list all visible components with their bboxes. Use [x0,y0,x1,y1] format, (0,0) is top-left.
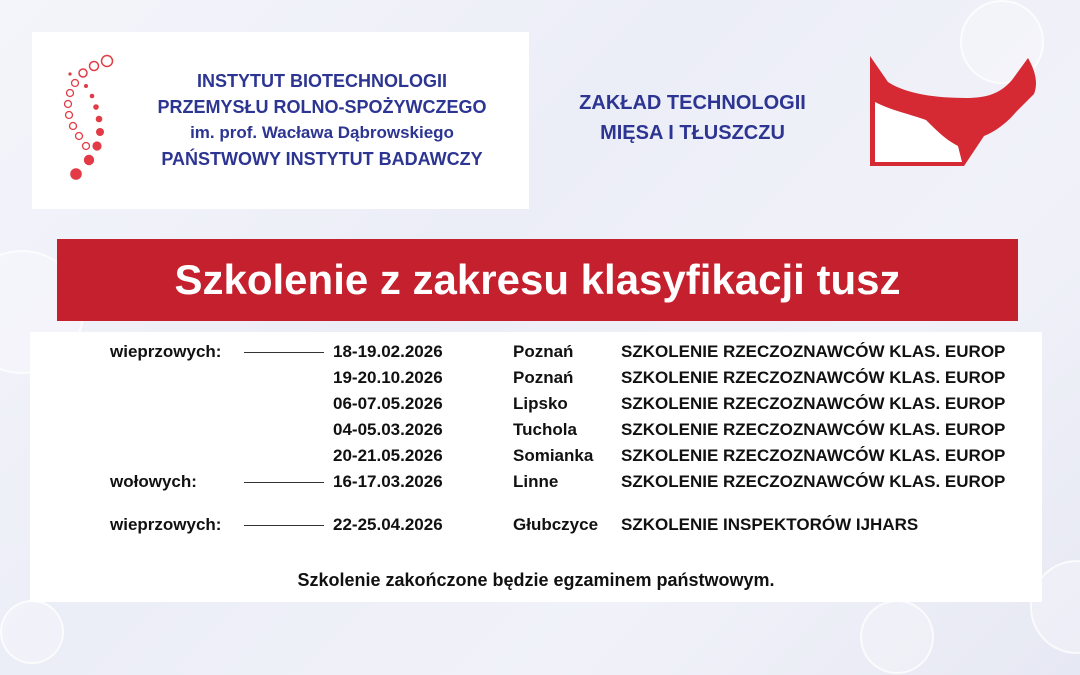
training-date: 19-20.10.2026 [333,368,443,387]
training-location: Lipsko [513,394,568,413]
training-date: 20-21.05.2026 [333,446,443,465]
training-schedule [30,332,1042,602]
training-description: SZKOLENIE RZECZOZNAWCÓW KLAS. EUROP [621,420,1006,439]
training-row [30,365,1042,391]
institute-name-line: PRZEMYSŁU ROLNO-SPOŻYWCZEGO [157,97,487,117]
training-row [30,469,1042,495]
training-description: SZKOLENIE RZECZOZNAWCÓW KLAS. EUROP [621,368,1006,387]
training-description: SZKOLENIE RZECZOZNAWCÓW KLAS. EUROP [621,472,1006,491]
training-description: SZKOLENIE INSPEKTORÓW IJHARS [621,515,919,534]
training-date: 16-17.03.2026 [333,472,443,491]
training-date: 04-05.03.2026 [333,420,443,439]
training-location: Tuchola [513,420,577,439]
carcass-type: wieprzowych: [110,342,222,361]
background-circle [860,600,934,674]
institute-name-line: im. prof. Wacława Dąbrowskiego [190,123,454,142]
training-location: Poznań [513,342,574,361]
training-date: 22-25.04.2026 [333,515,443,534]
training-description: SZKOLENIE RZECZOZNAWCÓW KLAS. EUROP [621,394,1006,413]
bull-logo-icon [866,54,1048,172]
department-name-line: MIĘSA I TŁUSZCZU [600,122,785,144]
training-row [30,417,1042,443]
training-date: 18-19.02.2026 [333,342,443,361]
exam-footnote: Szkolenie zakończone będzie egzaminem państwowym. [297,570,775,590]
banner-title: Szkolenie z zakresu klasyfikacji tusz [174,256,901,303]
institute-name-line: INSTYTUT BIOTECHNOLOGII [197,71,447,91]
training-row [30,339,1042,365]
training-row [30,443,1042,469]
training-title-banner [57,239,1018,321]
background-circle [0,600,64,664]
training-date: 06-07.05.2026 [333,394,443,413]
connector-line [244,482,324,483]
carcass-type: wieprzowych: [110,515,222,534]
institute-name [122,68,522,172]
training-row [30,391,1042,417]
training-description: SZKOLENIE RZECZOZNAWCÓW KLAS. EUROP [621,446,1006,465]
training-location: Głubczyce [513,515,599,534]
carcass-type: wołowych: [110,472,197,491]
training-location: Poznań [513,368,574,387]
training-location: Linne [513,472,559,491]
institute-name-line: PAŃSTWOWY INSTYTUT BADAWCZY [161,149,483,169]
connector-line [244,525,324,526]
institute-logo-panel [32,32,529,209]
connector-line [244,352,324,353]
department-name [530,88,855,148]
training-location: Somianka [513,446,594,465]
training-row [30,512,1042,538]
training-description: SZKOLENIE RZECZOZNAWCÓW KLAS. EUROP [621,342,1006,361]
department-name-line: ZAKŁAD TECHNOLOGII [579,92,806,114]
